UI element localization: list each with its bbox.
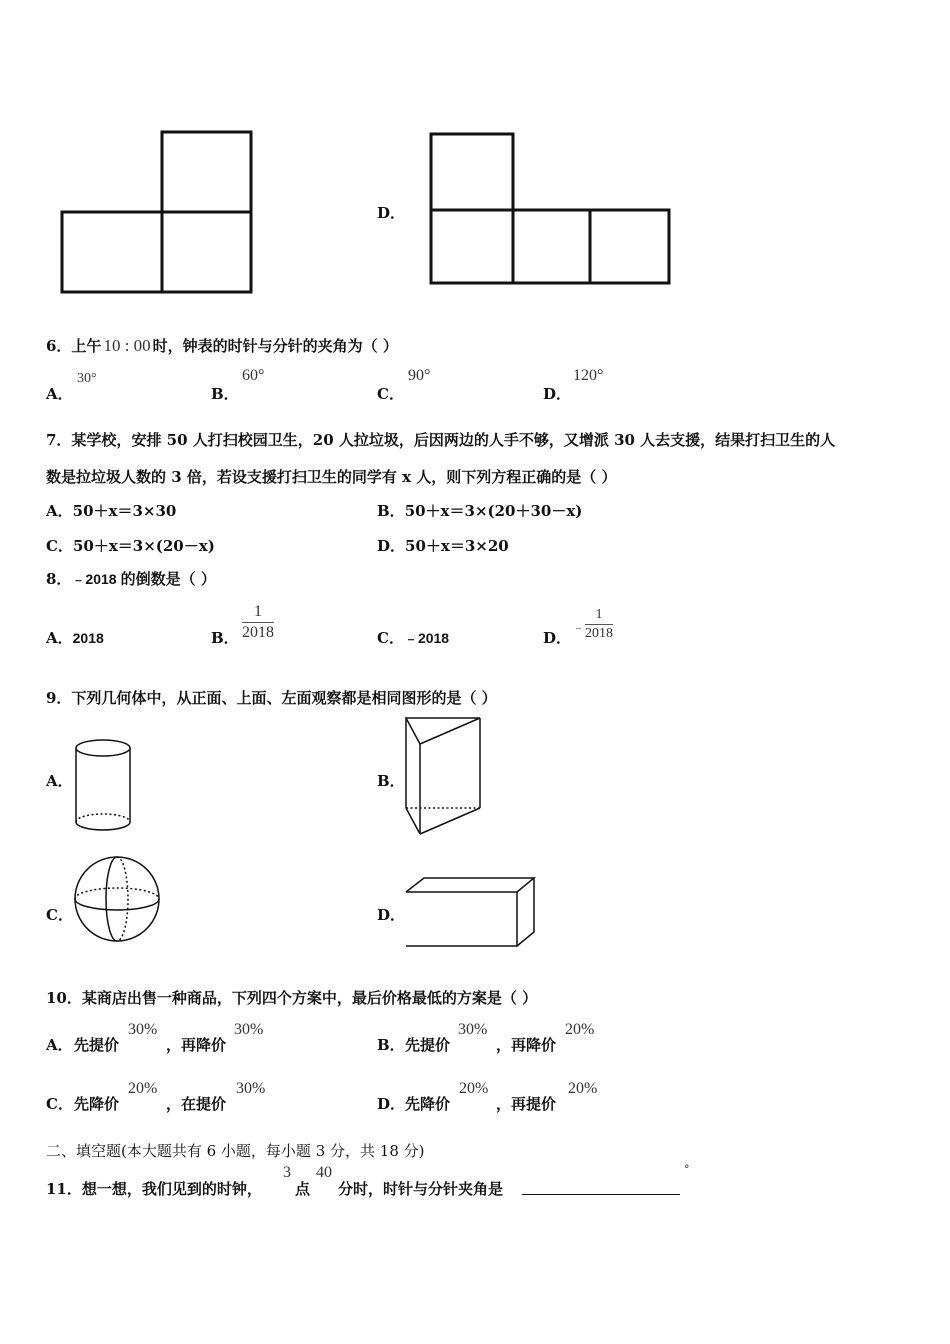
cylinder-figure xyxy=(72,738,142,838)
q10-option-b-p2: 20% xyxy=(565,1021,595,1038)
q10-option-b-text2: ，再降价 xyxy=(496,1036,557,1054)
q6-time: 10 : 00 xyxy=(103,336,151,355)
q8-option-d-numerator: 1 xyxy=(585,607,613,625)
q6-stem-post: 时，钟表的时针与分针的夹角为（ ） xyxy=(152,337,398,355)
cuboid-figure xyxy=(402,872,542,952)
q7-option-a-text: 50＋x＝3×30 xyxy=(72,502,177,520)
q8-option-c-text: ﹣2018 xyxy=(403,630,450,646)
q11-stem-pre: 11．想一想，我们见到的时钟， xyxy=(46,1180,262,1198)
q10-option-d-p2: 20% xyxy=(568,1080,598,1097)
q7-option-b-text: 50＋x＝3×(20＋30－x) xyxy=(404,502,583,520)
q7-option-b xyxy=(377,500,582,521)
section2-title: 二、填空题(本大题共有 6 小题，每小题 3 分，共 18 分) xyxy=(46,1142,425,1160)
q10-option-c-p1: 20% xyxy=(128,1080,158,1097)
q8-stem-post: 的倒数是（ ） xyxy=(120,570,216,588)
q10-option-d-p1: 20% xyxy=(459,1080,489,1097)
q7-option-c-label: C． xyxy=(46,537,73,555)
q10-option-a-p2: 30% xyxy=(234,1021,264,1038)
q8-option-b-fraction xyxy=(242,603,274,642)
q10-option-c-text1: 先降价 xyxy=(74,1095,120,1113)
sphere-figure xyxy=(72,853,172,953)
q7-option-c-text: 50＋x＝3×(20－x) xyxy=(72,537,215,555)
q7-option-d-text: 50＋x＝3×20 xyxy=(405,537,509,555)
q11-degree-unit: ° xyxy=(684,1163,690,1176)
q9-option-c-label: C． xyxy=(46,906,73,924)
q9-option-b-label: B． xyxy=(377,772,405,790)
q6-stem-pre: 6．上午 xyxy=(46,337,102,355)
q8-option-c xyxy=(377,627,449,648)
q8-option-d-label: D． xyxy=(543,629,572,647)
net-figure-d xyxy=(0,0,950,300)
q7-option-b-label: B． xyxy=(377,502,405,520)
q8-stem xyxy=(46,568,216,589)
q10-option-a-text1: 先提价 xyxy=(74,1036,120,1054)
q8-option-c-label: C． xyxy=(377,629,404,647)
q7-option-d-label: D． xyxy=(377,537,406,555)
q6-stem xyxy=(46,335,398,356)
q6-option-b-value: 60° xyxy=(242,367,265,384)
q9-option-d-label: D． xyxy=(377,906,406,924)
q7-stem-line1: 7．某学校，安排 50 人打扫校园卫生，20 人拉垃圾，后因两边的人手不够，又增派 30 人去支援，结果打扫卫生的人 xyxy=(46,431,836,449)
q9-option-a-label: A． xyxy=(46,772,73,790)
q6-option-a-value: 30° xyxy=(77,371,97,386)
q10-option-b-p1: 30% xyxy=(458,1021,488,1038)
q10-option-d-label: D． xyxy=(377,1095,406,1113)
q10-option-a-text2: ，再降价 xyxy=(166,1036,227,1054)
q8-option-b-denominator: 2018 xyxy=(242,624,274,641)
q7-option-c xyxy=(46,535,215,556)
q10-option-b-label: B． xyxy=(377,1036,405,1054)
q10-option-b-text1: 先提价 xyxy=(405,1036,451,1054)
q11-stem-mid: 点 xyxy=(295,1180,311,1198)
q8-option-a-text: 2018 xyxy=(72,630,104,646)
q8-option-d-fraction xyxy=(585,607,613,642)
q8-option-d-denominator: 2018 xyxy=(585,626,613,641)
q11-minute: 40 xyxy=(316,1164,332,1181)
q8-option-a xyxy=(46,627,104,648)
q6-option-b-label: B． xyxy=(211,385,239,403)
q6-option-a-label: A． xyxy=(46,385,73,403)
q11-answer-blank[interactable] xyxy=(522,1193,680,1195)
q6-option-d-value: 120° xyxy=(573,367,604,384)
q10-option-d-text1: 先降价 xyxy=(405,1095,451,1113)
q5-option-d-label: D． xyxy=(377,204,406,222)
q8-option-d-sign: ﹣ xyxy=(572,621,586,636)
q8-stem-num: 8． xyxy=(46,570,72,588)
q7-option-a xyxy=(46,500,176,521)
q10-option-c-text2: ，在提价 xyxy=(166,1095,227,1113)
q8-option-b-numerator: 1 xyxy=(242,603,274,623)
q8-stem-value: ﹣2018 xyxy=(71,571,117,587)
triangular-prism-figure xyxy=(400,712,500,837)
q7-option-d xyxy=(377,535,509,556)
q6-option-c-value: 90° xyxy=(408,367,431,384)
q11-stem-post: 分时，时针与分针夹角是 xyxy=(338,1180,504,1198)
q10-stem: 10．某商店出售一种商品，下列四个方案中，最后价格最低的方案是（ ） xyxy=(46,989,538,1007)
q10-option-a-p1: 30% xyxy=(128,1021,158,1038)
q10-option-c-p2: 30% xyxy=(236,1080,266,1097)
q10-option-a-label: A． xyxy=(46,1036,73,1054)
q9-stem: 9．下列几何体中，从正面、上面、左面观察都是相同图形的是（ ） xyxy=(46,689,497,707)
q8-option-a-label: A． xyxy=(46,629,73,647)
q7-stem-line2: 数是拉垃圾人数的 3 倍，若设支援打扫卫生的同学有 x 人，则下列方程正确的是（ ） xyxy=(46,468,617,486)
q8-option-b-label: B． xyxy=(211,629,239,647)
q6-option-c-label: C． xyxy=(377,385,404,403)
q10-option-c-label: C． xyxy=(46,1095,73,1113)
q7-option-a-label: A． xyxy=(46,502,73,520)
q6-option-d-label: D． xyxy=(543,385,572,403)
q11-hour: 3 xyxy=(283,1164,291,1181)
q10-option-d-text2: ，再提价 xyxy=(496,1095,557,1113)
